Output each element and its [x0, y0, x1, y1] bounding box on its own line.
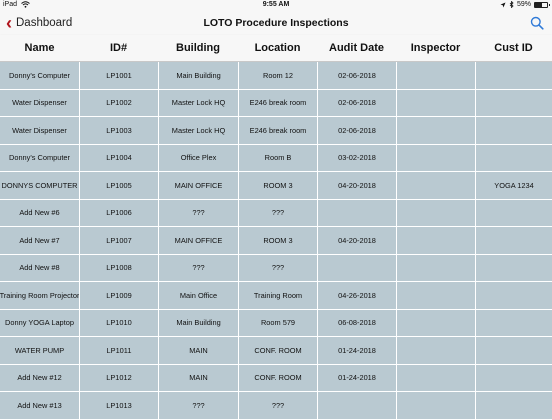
table-cell: LP1008 [79, 255, 158, 283]
table-cell: Add New #8 [0, 255, 79, 283]
table-cell: 02-06-2018 [317, 62, 396, 90]
table-cell [475, 117, 552, 145]
back-button[interactable] [6, 14, 72, 32]
table-cell: 02-06-2018 [317, 117, 396, 145]
table-cell: LP1010 [79, 310, 158, 338]
table-cell [475, 145, 552, 173]
table-row[interactable] [0, 227, 552, 255]
table-cell [396, 117, 475, 145]
table-cell: 01-24-2018 [317, 337, 396, 365]
table-cell: 04-26-2018 [317, 282, 396, 310]
table-cell: Room 12 [238, 62, 317, 90]
table-cell: LP1005 [79, 172, 158, 200]
inspections-table [0, 62, 552, 420]
table-cell [396, 310, 475, 338]
table-cell: LP1013 [79, 392, 158, 420]
column-header-name[interactable]: Name [24, 42, 55, 54]
table-cell [396, 282, 475, 310]
table-cell: Training Room Projector [0, 282, 79, 310]
table-row[interactable] [0, 255, 552, 283]
table-cell: MAIN [158, 365, 238, 393]
table-cell: Office Plex [158, 145, 238, 173]
bluetooth-icon [509, 1, 514, 8]
table-cell [475, 282, 552, 310]
table-row[interactable] [0, 117, 552, 145]
table-row[interactable] [0, 200, 552, 228]
table-cell: MAIN OFFICE [158, 172, 238, 200]
table-cell: ROOM 3 [238, 227, 317, 255]
table-cell: Donny's Computer [0, 62, 79, 90]
table-cell: Room 579 [238, 310, 317, 338]
table-cell: LP1006 [79, 200, 158, 228]
table-cell: LP1009 [79, 282, 158, 310]
battery-fill [535, 3, 542, 7]
column-header-cust-id[interactable]: Cust ID [494, 42, 533, 54]
table-cell: 01-24-2018 [317, 365, 396, 393]
column-header-location[interactable]: Location [254, 42, 301, 54]
table-cell: Main Building [158, 310, 238, 338]
battery-percent: 59% [516, 1, 531, 8]
table-cell: ??? [238, 392, 317, 420]
battery-icon [534, 2, 548, 8]
table-cell: 02-06-2018 [317, 90, 396, 118]
table-cell: ??? [158, 200, 238, 228]
table-cell [317, 392, 396, 420]
table-cell: LP1004 [79, 145, 158, 173]
table-cell: Add New #7 [0, 227, 79, 255]
table-row[interactable] [0, 90, 552, 118]
table-cell [396, 365, 475, 393]
table-cell: ??? [238, 200, 317, 228]
table-cell: 03-02-2018 [317, 145, 396, 173]
table-row[interactable] [0, 365, 552, 393]
table-row[interactable] [0, 145, 552, 173]
table-cell: LP1003 [79, 117, 158, 145]
table-cell: Donny YOGA Laptop [0, 310, 79, 338]
table-cell [475, 227, 552, 255]
status-time: 9:55 AM [262, 1, 290, 8]
table-cell [475, 62, 552, 90]
table-cell [396, 255, 475, 283]
table-cell: Water Dispenser [0, 117, 79, 145]
column-header-id[interactable]: ID# [109, 42, 128, 54]
table-cell: DONNYS COMPUTER [0, 172, 79, 200]
table-cell: 04-20-2018 [317, 172, 396, 200]
table-cell [475, 200, 552, 228]
table-cell [475, 392, 552, 420]
table-cell: 04-20-2018 [317, 227, 396, 255]
location-icon [500, 2, 506, 8]
table-cell [475, 255, 552, 283]
table-cell [396, 227, 475, 255]
table-cell [396, 172, 475, 200]
table-row[interactable] [0, 62, 552, 90]
table-cell [475, 337, 552, 365]
table-cell: MAIN [158, 337, 238, 365]
table-cell [396, 90, 475, 118]
table-cell [475, 310, 552, 338]
device-label: iPad [3, 1, 18, 8]
table-row[interactable] [0, 282, 552, 310]
table-cell: E246 break room [238, 117, 317, 145]
table-cell: Master Lock HQ [158, 117, 238, 145]
table-cell [396, 62, 475, 90]
table-cell [396, 337, 475, 365]
table-cell [396, 200, 475, 228]
table-cell: CONF. ROOM [238, 337, 317, 365]
table-row[interactable] [0, 310, 552, 338]
table-cell: ROOM 3 [238, 172, 317, 200]
table-cell [396, 145, 475, 173]
table-cell: Room B [238, 145, 317, 173]
back-button-label: Dashboard [16, 17, 73, 29]
table-cell [475, 365, 552, 393]
chevron-left-icon: ‹ [6, 13, 12, 33]
table-cell: Donny's Computer [0, 145, 79, 173]
table-cell [317, 200, 396, 228]
table-cell: LP1001 [79, 62, 158, 90]
table-cell [396, 392, 475, 420]
table-cell: Add New #6 [0, 200, 79, 228]
table-cell: YOGA 1234 [475, 172, 552, 200]
table-row[interactable] [0, 172, 552, 200]
table-header [0, 35, 552, 62]
table-row[interactable] [0, 337, 552, 365]
table-cell: ??? [158, 255, 238, 283]
status-right [500, 1, 548, 8]
column-header-inspector[interactable]: Inspector [410, 42, 461, 54]
search-icon[interactable] [530, 16, 544, 30]
table-cell: Training Room [238, 282, 317, 310]
table-cell: WATER PUMP [0, 337, 79, 365]
table-cell: 06-08-2018 [317, 310, 396, 338]
table-cell [475, 90, 552, 118]
navigation-bar [0, 11, 552, 35]
table-cell: ??? [238, 255, 317, 283]
table-cell: Add New #12 [0, 365, 79, 393]
table-cell: LP1011 [79, 337, 158, 365]
table-row[interactable] [0, 392, 552, 420]
table-cell: E246 break room [238, 90, 317, 118]
table-cell: LP1012 [79, 365, 158, 393]
table-cell: Water Dispenser [0, 90, 79, 118]
column-header-audit-date[interactable]: Audit Date [329, 42, 384, 54]
table-cell: CONF. ROOM [238, 365, 317, 393]
page-title: LOTO Procedure Inspections [203, 17, 349, 29]
table-cell: Master Lock HQ [158, 90, 238, 118]
table-cell: LP1007 [79, 227, 158, 255]
status-bar [0, 0, 552, 11]
column-header-building[interactable]: Building [176, 42, 220, 54]
table-cell: Add New #13 [0, 392, 79, 420]
table-cell: Main Building [158, 62, 238, 90]
table-cell: ??? [158, 392, 238, 420]
table-cell: MAIN OFFICE [158, 227, 238, 255]
table-cell: LP1002 [79, 90, 158, 118]
table-cell: Main Office [158, 282, 238, 310]
table-cell [317, 255, 396, 283]
